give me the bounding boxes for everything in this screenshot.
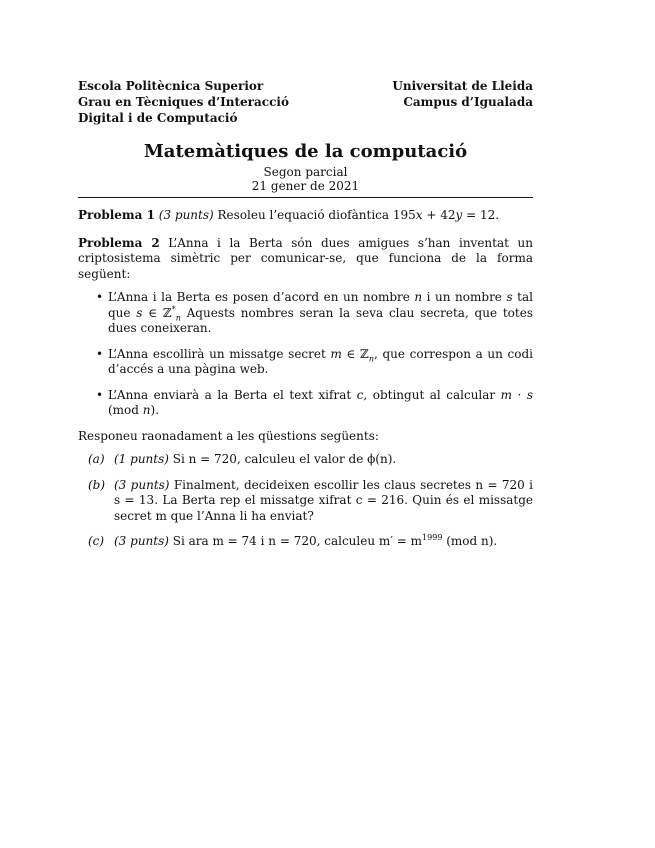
- problem-2-label: Problema 2: [78, 235, 160, 250]
- header-left: [78, 78, 289, 126]
- bullet-1-var-n: n: [414, 290, 423, 304]
- question-c-points: (3 punts): [114, 534, 169, 548]
- university-name: Universitat de Lleida: [392, 79, 533, 93]
- questions-list: [78, 452, 533, 550]
- exam-date: 21 gener de 2021: [251, 179, 360, 193]
- question-b-body: [114, 478, 533, 525]
- problem-1: [78, 208, 533, 224]
- bullet-item: [96, 388, 533, 419]
- title-rule: [78, 197, 533, 198]
- question-c-text-b: (mod n).: [442, 534, 498, 548]
- problem-1-text-before: Resoleu l’equació diofàntica 195: [213, 208, 416, 222]
- bullet-2-set: ∈ ℤ: [341, 346, 369, 361]
- bullet-1-text-b: i un nombre: [422, 290, 507, 304]
- problem-2-intro-text: L’Anna i la Berta són dues amigues s’han inventat un criptosistema simètric per comunicar-se, que funciona de la forma següent:: [78, 235, 533, 281]
- exam-title: Matemàtiques de la computació: [143, 141, 468, 162]
- bullet-1-text-d: Aquests nombres seran la seva clau secreta, que totes dues coneixeran.: [108, 305, 533, 335]
- bullet-1-text-c: tal que: [108, 290, 533, 320]
- bullet-1-text-a: L’Anna i la Berta es posen d’acord en un nombre: [108, 290, 415, 304]
- problem-1-text-mid: + 42: [422, 208, 456, 222]
- bullet-1-set-sub: n: [175, 312, 181, 322]
- question-c-exponent: 1999: [422, 533, 443, 542]
- bullet-3-var-n: n: [142, 403, 151, 417]
- question-a-points: (1 punts): [114, 452, 169, 466]
- bullet-3-var-c: c: [356, 387, 364, 402]
- exam-subtitle: Segon parcial: [263, 165, 348, 179]
- question-item: [88, 534, 533, 550]
- questions-intro: Responeu raonadament a les qüestions següents:: [78, 428, 379, 443]
- question-c-text-a: Si ara m = 74 i n = 720, calculeu m′ = m: [168, 534, 423, 548]
- question-a-letter: (a): [88, 452, 105, 466]
- header-right: [392, 78, 533, 126]
- campus-name: Campus d’Igualada: [403, 95, 533, 109]
- problem-2: [78, 236, 533, 550]
- problem-1-var-y: y: [455, 208, 463, 222]
- bullet-2-set-sub: n: [368, 353, 374, 363]
- bullet-3-text-b: , obtingut al calcular: [363, 387, 501, 402]
- bullet-item: [96, 290, 533, 337]
- question-b-letter: (b): [88, 477, 106, 492]
- bullet-1-set-sup: *: [171, 304, 176, 314]
- bullet-2-var-m: m: [330, 346, 342, 361]
- question-item: [88, 478, 533, 525]
- question-item: [88, 452, 533, 468]
- bullet-2-text-a: L’Anna escollirà un missatge secret: [108, 346, 331, 361]
- question-b-points: (3 punts): [114, 477, 170, 492]
- degree-line-2: Digital i de Computació: [78, 111, 238, 125]
- bullet-item: [96, 347, 533, 378]
- bullet-1-set: ∈ ℤ: [142, 305, 172, 320]
- question-c-letter: (c): [88, 534, 105, 548]
- problem-1-label: Problema 1: [78, 208, 155, 222]
- header: [78, 78, 533, 126]
- problem-1-text-after: = 12.: [462, 208, 500, 222]
- bullet-3-end: ).: [150, 403, 160, 417]
- problem-2-intro: [78, 236, 533, 283]
- question-b-text: Finalment, decideixen escollir les claus secretes n = 720 i s = 13. La Berta rep el missatge xifrat c = 216. Quin és el missatge secret m que l’Anna li ha enviat?: [114, 477, 533, 523]
- question-a-body: [114, 452, 533, 468]
- bullet-3-text-a: L’Anna enviarà a la Berta el text xifrat: [108, 387, 357, 402]
- bullet-3-expr: m · s: [500, 387, 534, 402]
- problem-2-bullets: [78, 290, 533, 419]
- degree-line-1: Grau en Tècniques d’Interacció: [78, 95, 289, 109]
- bullet-1-var-s: s: [506, 290, 513, 304]
- question-a-text: Si n = 720, calculeu el valor de ϕ(n).: [168, 452, 397, 466]
- bullet-2-text-b: , que correspon a un codi d’accés a una pàgina web.: [108, 346, 533, 376]
- bullet-1-var-s2: s: [136, 305, 143, 320]
- problem-1-var-x: x: [415, 208, 423, 222]
- problem-1-points: (3 punts): [158, 208, 214, 222]
- school-name: Escola Politècnica Superior: [78, 79, 264, 93]
- bullet-3-mod: (mod: [108, 403, 143, 417]
- title-block: [78, 142, 533, 193]
- question-c-body: [114, 534, 533, 550]
- exam-page: [78, 78, 533, 562]
